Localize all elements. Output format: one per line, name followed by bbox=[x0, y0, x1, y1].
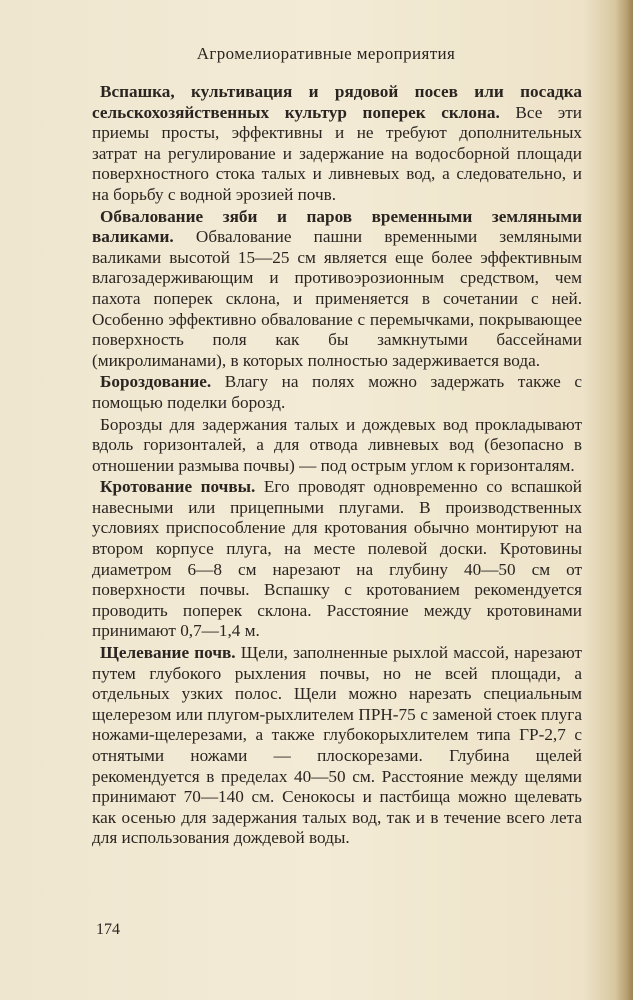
paragraph-text: Борозды для задержания талых и дождевых вод прокладывают вдоль горизонталей, а для отвода ливневых вод (безопасно в отношении размыва почвы) — под острым углом к горизонталям. bbox=[92, 414, 582, 475]
paragraph-text: Влагу на полях можно задержать также с помощью поделки борозд. bbox=[92, 372, 582, 412]
paragraph-heading: Обвалование зяби и паров временными земляными валиками. bbox=[92, 206, 582, 247]
page-number: 174 bbox=[96, 921, 120, 938]
paragraph-text: Обвалование пашни временными земляными валиками высотой 15—25 см является еще более эффективным влагозадерживающим и противоэрозионным средством, чем пахота поперек склона, и применяется в сочетании с ней. Особенно эффективно обвалование с перемычками, покрывающее поверхность поля как бы замкнутыми бассейнами (микролиманами), в которых полностью задерживается вода. bbox=[92, 227, 582, 370]
page-edge-shadow bbox=[615, 0, 633, 1000]
paragraph-heading: Бороздование. bbox=[100, 372, 212, 392]
paragraph-text: Щели, заполненные рыхлой массой, нарезают путем глубокого рыхления почвы, но не всей площади, а отдельных узких полос. Щели можно нарезать специальным щелерезом или плугом-рыхлителем ПРН-75 с заменой стоек плуга ножами-щелерезами, а также глубокорыхлителем типа ГР-2,7 с отнятыми ножами — плоскорезами. Глубина щелей рекомендуется в пределах 40—50 см. Расстояние между щелями принимают 70—140 см. Сенокосы и пастбища можно щелевать как осенью для задержания талых вод, так и в течение всего лета для использования дождевой воды. bbox=[92, 643, 582, 848]
paragraph-slitting bbox=[92, 643, 582, 849]
paragraph-plowing bbox=[92, 82, 582, 206]
page-body bbox=[92, 82, 582, 849]
running-head: Агромелиоративные мероприятия bbox=[196, 44, 456, 63]
paragraph-heading: Щелевание почв. bbox=[100, 643, 236, 663]
paragraph-embanking bbox=[92, 207, 582, 372]
paragraph-text: Его проводят одновременно со вспашкой навесными или прицепными плугами. В производственных условиях приспособление для кротования обычно монтируют на втором корпусе плуга, на месте полевой доски. Кротовины диаметром 6—8 см нарезают на глубину 40—50 см от поверхности почвы. Вспашку с кротованием рекомендуется проводить поперек склона. Расстояние между кротовинами принимают 0,7—1,4 м. bbox=[92, 477, 582, 641]
paragraph-furrows bbox=[92, 415, 582, 477]
paragraph-furrowing bbox=[92, 372, 582, 413]
paragraph-heading: Вспашка, культивация и рядовой посев или посадка сельскохозяйственных культур поперек склона. bbox=[92, 82, 582, 122]
paragraph-mole-drainage bbox=[92, 477, 582, 642]
paragraph-text: Все эти приемы просты, эффективны и не требуют дополнительных затрат на регулирование и задержание на водосборной площади поверхностного стока талых и ливневых вод, а следовательно, и на борьбу с водной эрозией почв. bbox=[92, 102, 582, 204]
paragraph-heading: Кротование почвы. bbox=[100, 477, 256, 497]
